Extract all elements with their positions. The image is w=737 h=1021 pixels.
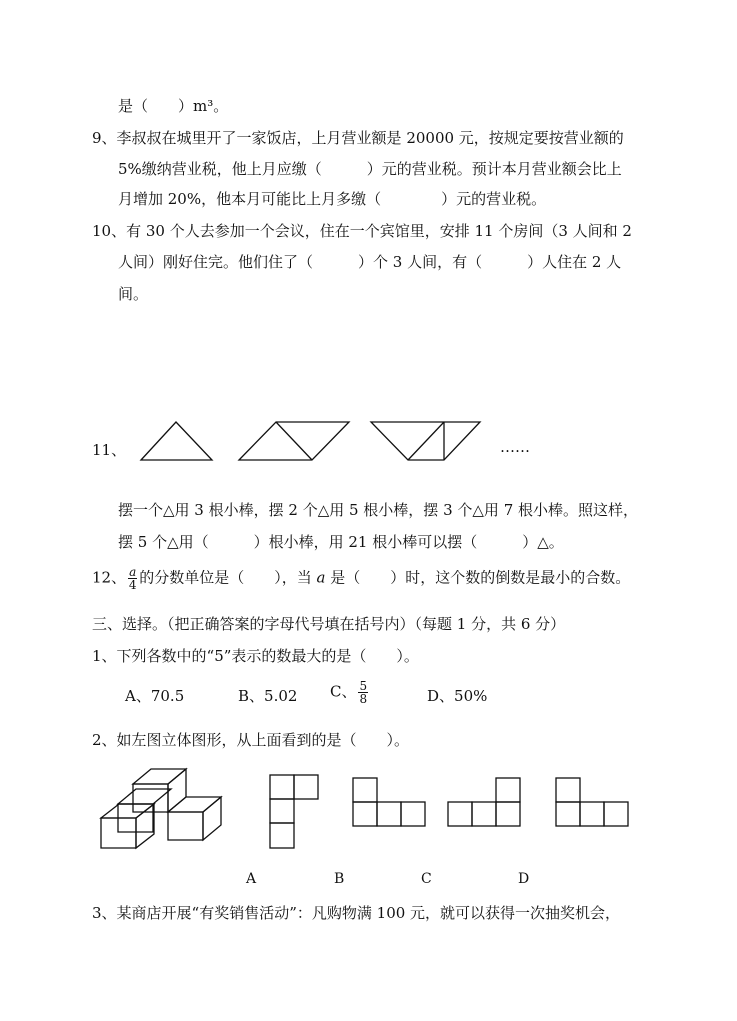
q10-line-2: 人间）刚好住完。他们住了（ ）个 3 人间，有（ ）人住在 2 人 xyxy=(118,253,622,271)
cube-solid-figure xyxy=(98,762,224,854)
fraction-5-over-8 xyxy=(358,680,368,705)
triangle-pattern-1 xyxy=(138,418,218,464)
option-c-label: C、 xyxy=(330,682,357,701)
choice-2-question: 2、如左图立体图形，从上面看到的是（ ）。 xyxy=(92,731,410,749)
q9-line-3: 月增加 20%，他本月可能比上月多缴（ ）元的营业税。 xyxy=(118,190,547,208)
q11-number: 11、 xyxy=(92,441,127,459)
option-d-label: D xyxy=(518,871,530,887)
choice-1-option-b: B、5.02 xyxy=(238,687,298,705)
choice-1-option-d: D、50% xyxy=(427,687,488,705)
q9-line-2: 5%缴纳营业税，他上月应缴（ ）元的营业税。预计本月营业额会比上 xyxy=(118,160,622,178)
q12-variable: a xyxy=(316,568,326,587)
triangle-pattern-3 xyxy=(368,418,498,464)
q8-continuation: 是（ ）m³。 xyxy=(118,97,229,115)
q12-text-1: 的分数单位是（ ），当 xyxy=(139,568,317,587)
option-a-label: A xyxy=(246,871,257,887)
choice-1-option-a: A、70.5 xyxy=(125,687,185,705)
choice-1-question: 1、下列各数中的“5”表示的数最大的是（ ）。 xyxy=(92,647,419,665)
choice-3-question: 3、某商店开展“有奖销售活动”：凡购物满 100 元，就可以获得一次抽奖机会， xyxy=(92,904,621,922)
q12-line xyxy=(92,566,630,591)
q9-line-1: 9、李叔叔在城里开了一家饭店，上月营业额是 20000 元，按规定要按营业额的 xyxy=(92,129,624,147)
q11-line-1: 摆一个△用 3 根小棒，摆 2 个△用 5 根小棒，摆 3 个△用 7 根小棒。照这样， xyxy=(118,501,639,519)
q11-line-2: 摆 5 个△用（ ）根小棒，用 21 根小棒可以摆（ ）△。 xyxy=(118,533,564,551)
option-b-label: B xyxy=(334,871,345,887)
q10-line-3: 间。 xyxy=(118,285,149,303)
q10-line-1: 10、有 30 个人去参加一个会议，住在一个宾馆里，安排 11 个房间（3 人间和 2 xyxy=(92,222,632,240)
view-option-b xyxy=(351,776,431,830)
fraction-denominator: 4 xyxy=(128,578,137,592)
fraction-denominator: 8 xyxy=(359,692,368,706)
view-option-c xyxy=(446,776,526,830)
q12-text-2: 是（ ）时，这个数的倒数是最小的合数。 xyxy=(325,568,631,587)
q12-number: 12、 xyxy=(92,568,127,587)
choice-1-option-c xyxy=(330,680,370,705)
fraction-numerator: a xyxy=(129,565,137,579)
section-3-heading: 三、选择。（把正确答案的字母代号填在括号内）（每题 1 分，共 6 分） xyxy=(92,615,566,633)
view-option-a xyxy=(268,773,322,853)
option-c-label: C xyxy=(421,871,432,887)
pattern-ellipsis: …… xyxy=(500,438,530,456)
fraction-a-over-4 xyxy=(128,566,137,591)
view-option-d xyxy=(554,776,634,830)
fraction-numerator: 5 xyxy=(359,679,368,693)
triangle-pattern-2 xyxy=(236,418,354,464)
